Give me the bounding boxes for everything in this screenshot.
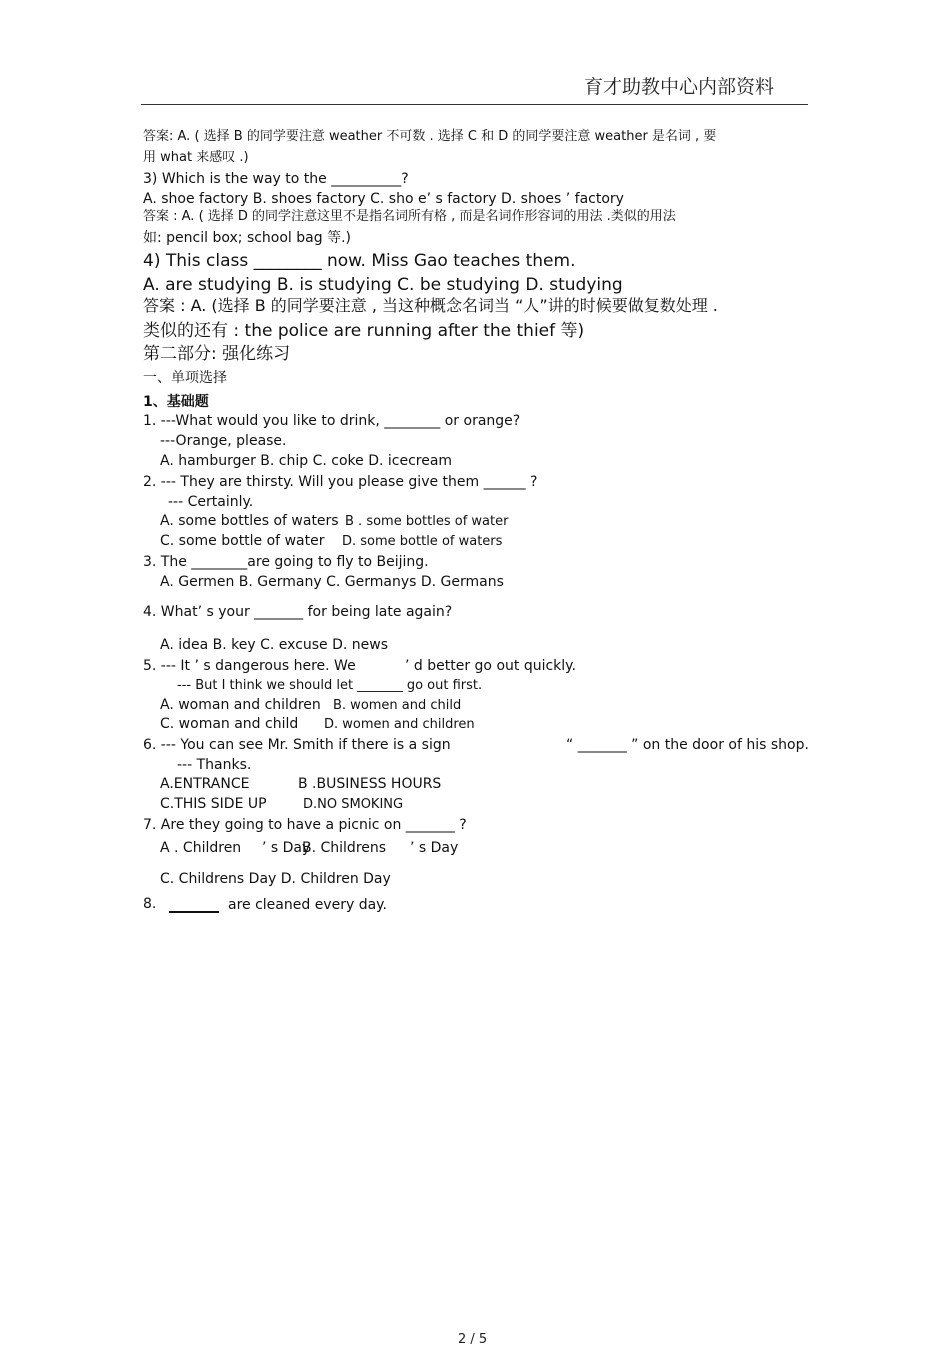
subsection-heading: 一、单项选择 [143, 370, 227, 386]
q5-option-d: D. women and children [324, 717, 475, 732]
q5-option-b: B. women and child [333, 698, 462, 713]
q6-option-c: C.THIS SIDE UP [160, 796, 267, 812]
q1-stem: 1. ---What would you like to drink, ________ or orange? [143, 413, 521, 429]
q8-number: 8. [143, 896, 157, 912]
q3-stem: 3. The ________are going to fly to Beijing. [143, 554, 429, 570]
header-title: 育才助教中心内部资料 [584, 76, 775, 98]
q2-option-c: C. some bottle of water [160, 533, 325, 549]
answer-3-line-1: 答案 : A. ( 选择 D 的同学注意这里不是指名词所有格 , 而是名词作形容词的用法 .类似的用法 [143, 209, 676, 224]
q2-option-b: B . some bottles of water [345, 514, 509, 529]
question-3: 3) Which is the way to the __________? [143, 171, 409, 187]
question-4: 4) This class ________ now. Miss Gao teaches them. [143, 251, 576, 271]
q7-option-a-part-1: A . Children [160, 840, 242, 856]
q6-option-b: B .BUSINESS HOURS [298, 776, 442, 792]
q5-option-c: C. woman and child [160, 716, 299, 732]
q3-options: A. Germen B. Germany C. Germanys D. Germans [160, 574, 504, 590]
q1-reply: ---Orange, please. [160, 433, 287, 449]
question-3-options: A. shoe factory B. shoes factory C. sho e’ s factory D. shoes ’ factory [143, 191, 624, 207]
q8-stem: are cleaned every day. [228, 897, 387, 913]
q6-stem-part-1: 6. --- You can see Mr. Smith if there is a sign [143, 737, 451, 753]
q7-options-cd: C. Childrens Day D. Children Day [160, 871, 391, 887]
answer-4-line-1: 答案 : A. (选择 B 的同学要注意 , 当这种概念名词当 “人”讲的时候要做复数处理 . [143, 296, 718, 315]
q2-stem: 2. --- They are thirsty. Will you please give them ______ ? [143, 474, 538, 490]
q7-option-b-part-1: B. Childrens [302, 840, 387, 856]
section-heading: 第二部分: 强化练习 [143, 344, 291, 364]
q2-reply: --- Certainly. [168, 494, 254, 510]
q4-stem: 4. What’ s your _______ for being late again? [143, 604, 453, 620]
q4-options: A. idea B. key C. excuse D. news [160, 637, 389, 653]
q5-stem-part-1: 5. --- It ’ s dangerous here. We [143, 658, 356, 674]
question-4-options: A. are studying B. is studying C. be studying D. studying [143, 275, 623, 295]
q6-stem-part-2: “ _______ ” on the door of his shop. [566, 737, 809, 753]
answer-line-1: 答案: A. ( 选择 B 的同学要注意 weather 不可数 . 选择 C 和 D 的同学要注意 weather 是名词 , 要 [143, 129, 717, 144]
q6-option-d: D.NO SMOKING [303, 797, 404, 812]
q5-reply: --- But I think we should let _______ go out first. [177, 678, 483, 693]
q5-stem-part-2: ’ d better go out quickly. [405, 658, 576, 674]
q7-option-a-part-2: ’ s Day [262, 840, 311, 856]
answer-3-line-2: 如: pencil box; school bag 等.) [143, 230, 351, 246]
q7-option-b-part-2: ’ s Day [410, 840, 459, 856]
answer-4-line-2: 类似的还有 : the police are running after the thief 等) [143, 321, 585, 341]
q6-option-a: A.ENTRANCE [160, 776, 250, 792]
q7-stem: 7. Are they going to have a picnic on _______ ? [143, 817, 467, 833]
basic-heading: 1、基础题 [143, 394, 209, 410]
q5-option-a: A. woman and children [160, 697, 321, 713]
q1-options: A. hamburger B. chip C. coke D. icecream [160, 453, 453, 469]
page-number: 2 / 5 [458, 1332, 488, 1347]
q2-option-d: D. some bottle of waters [342, 534, 503, 549]
header-rule [141, 104, 808, 105]
q6-reply: --- Thanks. [177, 757, 252, 773]
q8-blank [169, 911, 219, 913]
q2-option-a: A. some bottles of waters [160, 513, 339, 529]
answer-line-2: 用 what 来感叹 .) [143, 150, 249, 165]
